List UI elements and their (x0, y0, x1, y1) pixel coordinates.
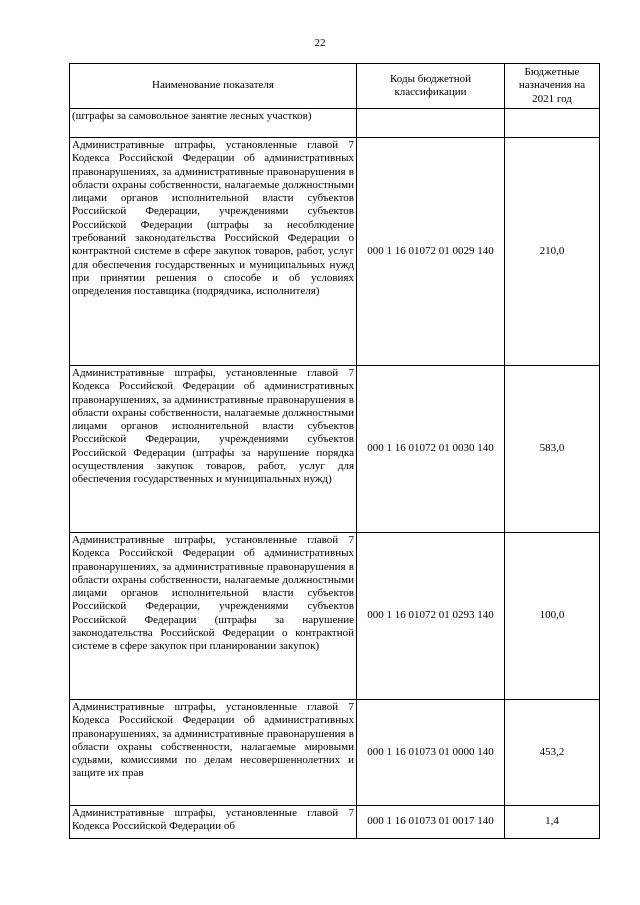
page-number: 22 (314, 37, 326, 49)
row-budget-code: 000 1 16 01073 01 0000 140 (357, 700, 505, 806)
row-budget-code: 000 1 16 01072 01 0030 140 (357, 366, 505, 533)
row-budget-amount: 583,0 (505, 366, 600, 533)
table-row (70, 533, 600, 700)
row-budget-amount: 210,0 (505, 138, 600, 366)
row-budget-code: 000 1 16 01072 01 0293 140 (357, 533, 505, 700)
table-row (70, 806, 600, 839)
row-budget-amount: 453,2 (505, 700, 600, 806)
row-budget-code: 000 1 16 01073 01 0017 140 (357, 806, 505, 839)
row-indicator-name: Административные штрафы, установленные главой 7 Кодекса Российской Федерации об административных правонарушениях, за административные правонарушения в области охраны собственности, налагаемые должностными лицами органов исполнительной власти субъектов Российской Федерации, учреждениями субъектов Российской Федерации (штрафы за несоблюдение требований законодательства Российской Федерации о контрактной системе в сфере закупок товаров, работ, услуг для обеспечения государственных и муниципальных нужд при принятии решения о способе и об условиях определения поставщика (подрядчика, исполнителя) (70, 138, 357, 366)
budget-table (69, 63, 600, 839)
row-indicator-name: Административные штрафы, установленные главой 7 Кодекса Российской Федерации об (70, 806, 357, 839)
table-row (70, 700, 600, 806)
row-budget-amount: 100,0 (505, 533, 600, 700)
table-row (70, 138, 600, 366)
header-budget-code: Коды бюджетной классификации (357, 64, 505, 109)
row-budget-amount: 1,4 (505, 806, 600, 839)
header-budget-amount: Бюджетные назначения на 2021 год (505, 64, 600, 109)
table-header-row (70, 64, 600, 109)
row-budget-amount (505, 109, 600, 138)
row-indicator-name: Административные штрафы, установленные главой 7 Кодекса Российской Федерации об административных правонарушениях, за административные правонарушения в области охраны собственности, налагаемые должностными лицами органов исполнительной власти субъектов Российской Федерации, учреждениями субъектов Российской Федерации (штрафы за нарушение законодательства Российской Федерации о контрактной системе в сфере закупок при планировании закупок) (70, 533, 357, 700)
table-row (70, 109, 600, 138)
row-indicator-name: Административные штрафы, установленные главой 7 Кодекса Российской Федерации об административных правонарушениях, за административные правонарушения в области охраны собственности, налагаемые мировыми судьями, комиссиями по делам несовершеннолетних и защите их прав (70, 700, 357, 806)
row-budget-code (357, 109, 505, 138)
row-budget-code: 000 1 16 01072 01 0029 140 (357, 138, 505, 366)
table-row (70, 366, 600, 533)
row-indicator-name: Административные штрафы, установленные главой 7 Кодекса Российской Федерации об административных правонарушениях, за административные правонарушения в области охраны собственности, налагаемые должностными лицами органов исполнительной власти субъектов Российской Федерации, учреждениями субъектов Российской Федерации (штрафы за нарушение порядка осуществления закупок товаров, работ, услуг для обеспечения государственных и муниципальных нужд) (70, 366, 357, 533)
header-indicator-name: Наименование показателя (70, 64, 357, 109)
row-indicator-name: (штрафы за самовольное занятие лесных участков) (70, 109, 357, 138)
